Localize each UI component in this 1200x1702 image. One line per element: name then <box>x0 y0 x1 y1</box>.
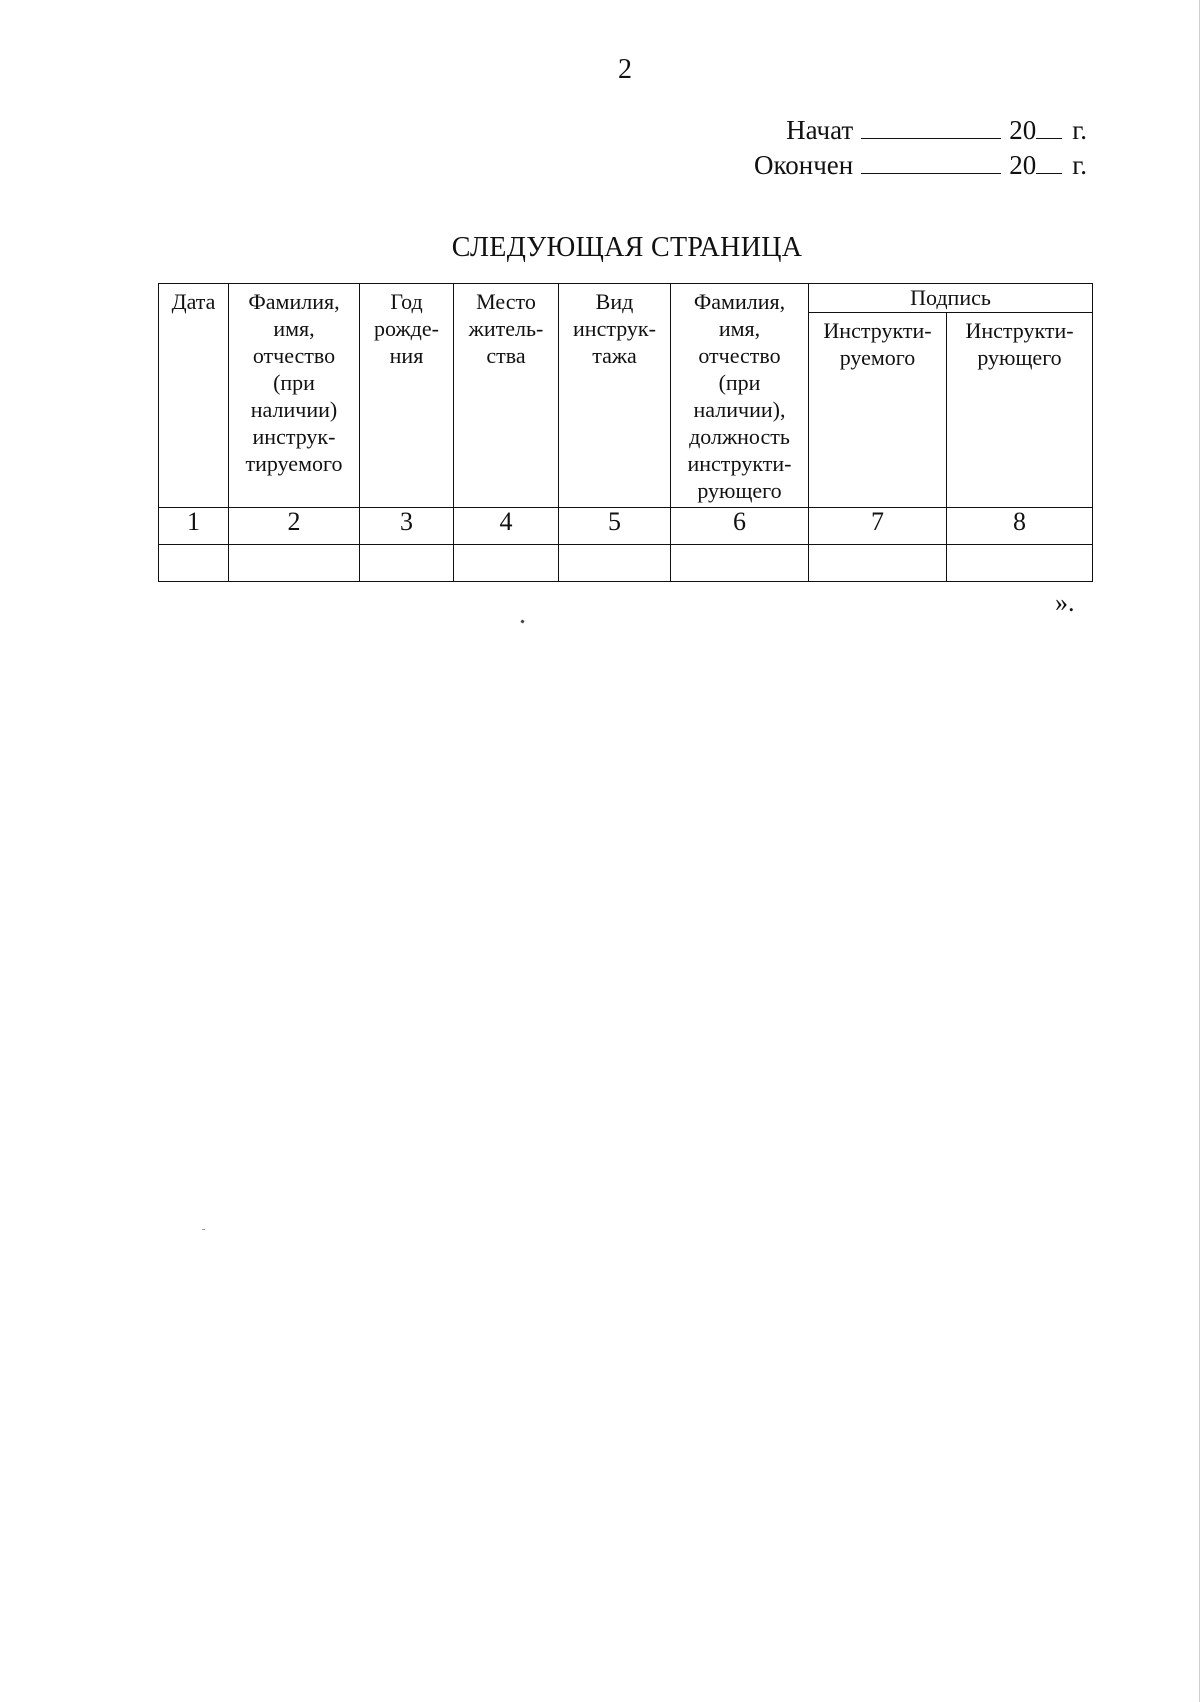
header-trainee-name: Фамилия, имя, отчество (при наличии) инструк- тируемого <box>229 284 360 508</box>
table-cell <box>159 545 229 582</box>
header-date: Дата <box>159 284 229 508</box>
column-number: 1 <box>159 508 229 545</box>
date-started-suffix: г. <box>1072 115 1087 145</box>
date-ended-blank <box>861 147 1001 174</box>
date-ended-row <box>754 147 1087 182</box>
closing-quote: ». <box>1055 588 1075 617</box>
table-cell <box>454 545 559 582</box>
header-instructor-name: Фамилия, имя, отчество (при наличии), должность инструкти- рующего <box>671 284 809 508</box>
column-number: 5 <box>559 508 671 545</box>
header-birth-year: Год рожде- ния <box>360 284 454 508</box>
briefing-register-table <box>158 283 1093 582</box>
table-cell <box>671 545 809 582</box>
table-cell <box>947 545 1093 582</box>
table-cell <box>360 545 454 582</box>
scan-mark <box>520 619 524 623</box>
table-cell <box>559 545 671 582</box>
date-started-label: Начат <box>786 115 854 145</box>
column-number: 7 <box>809 508 947 545</box>
header-residence: Место житель- ства <box>454 284 559 508</box>
column-number: 2 <box>229 508 360 545</box>
column-number: 6 <box>671 508 809 545</box>
table-cell <box>809 545 947 582</box>
table-header-row <box>159 284 1093 313</box>
header-briefing-type: Вид инструк- тажа <box>559 284 671 508</box>
date-ended-suffix: г. <box>1072 150 1087 180</box>
section-title: СЛЕДУЮЩАЯ СТРАНИЦА <box>451 232 803 263</box>
date-started-blank <box>861 112 1001 139</box>
date-ended-year-blank <box>1036 147 1062 174</box>
date-ended-label: Окончен <box>754 150 854 180</box>
column-number: 8 <box>947 508 1093 545</box>
date-ended-year: 20 <box>1009 150 1037 180</box>
journal-dates <box>754 112 1087 182</box>
header-signature-instructor: Инструкти- рующего <box>947 313 1093 508</box>
date-started-year-blank <box>1036 112 1062 139</box>
column-number-row <box>159 508 1093 545</box>
scan-dot <box>202 1229 205 1230</box>
header-signature-trainee: Инструкти- руемого <box>809 313 947 508</box>
table-cell <box>229 545 360 582</box>
table-row <box>159 545 1093 582</box>
header-signature: Подпись <box>809 284 1093 313</box>
column-number: 3 <box>360 508 454 545</box>
date-started-year: 20 <box>1009 115 1037 145</box>
page-number: 2 <box>618 54 632 85</box>
date-started-row <box>754 112 1087 147</box>
column-number: 4 <box>454 508 559 545</box>
